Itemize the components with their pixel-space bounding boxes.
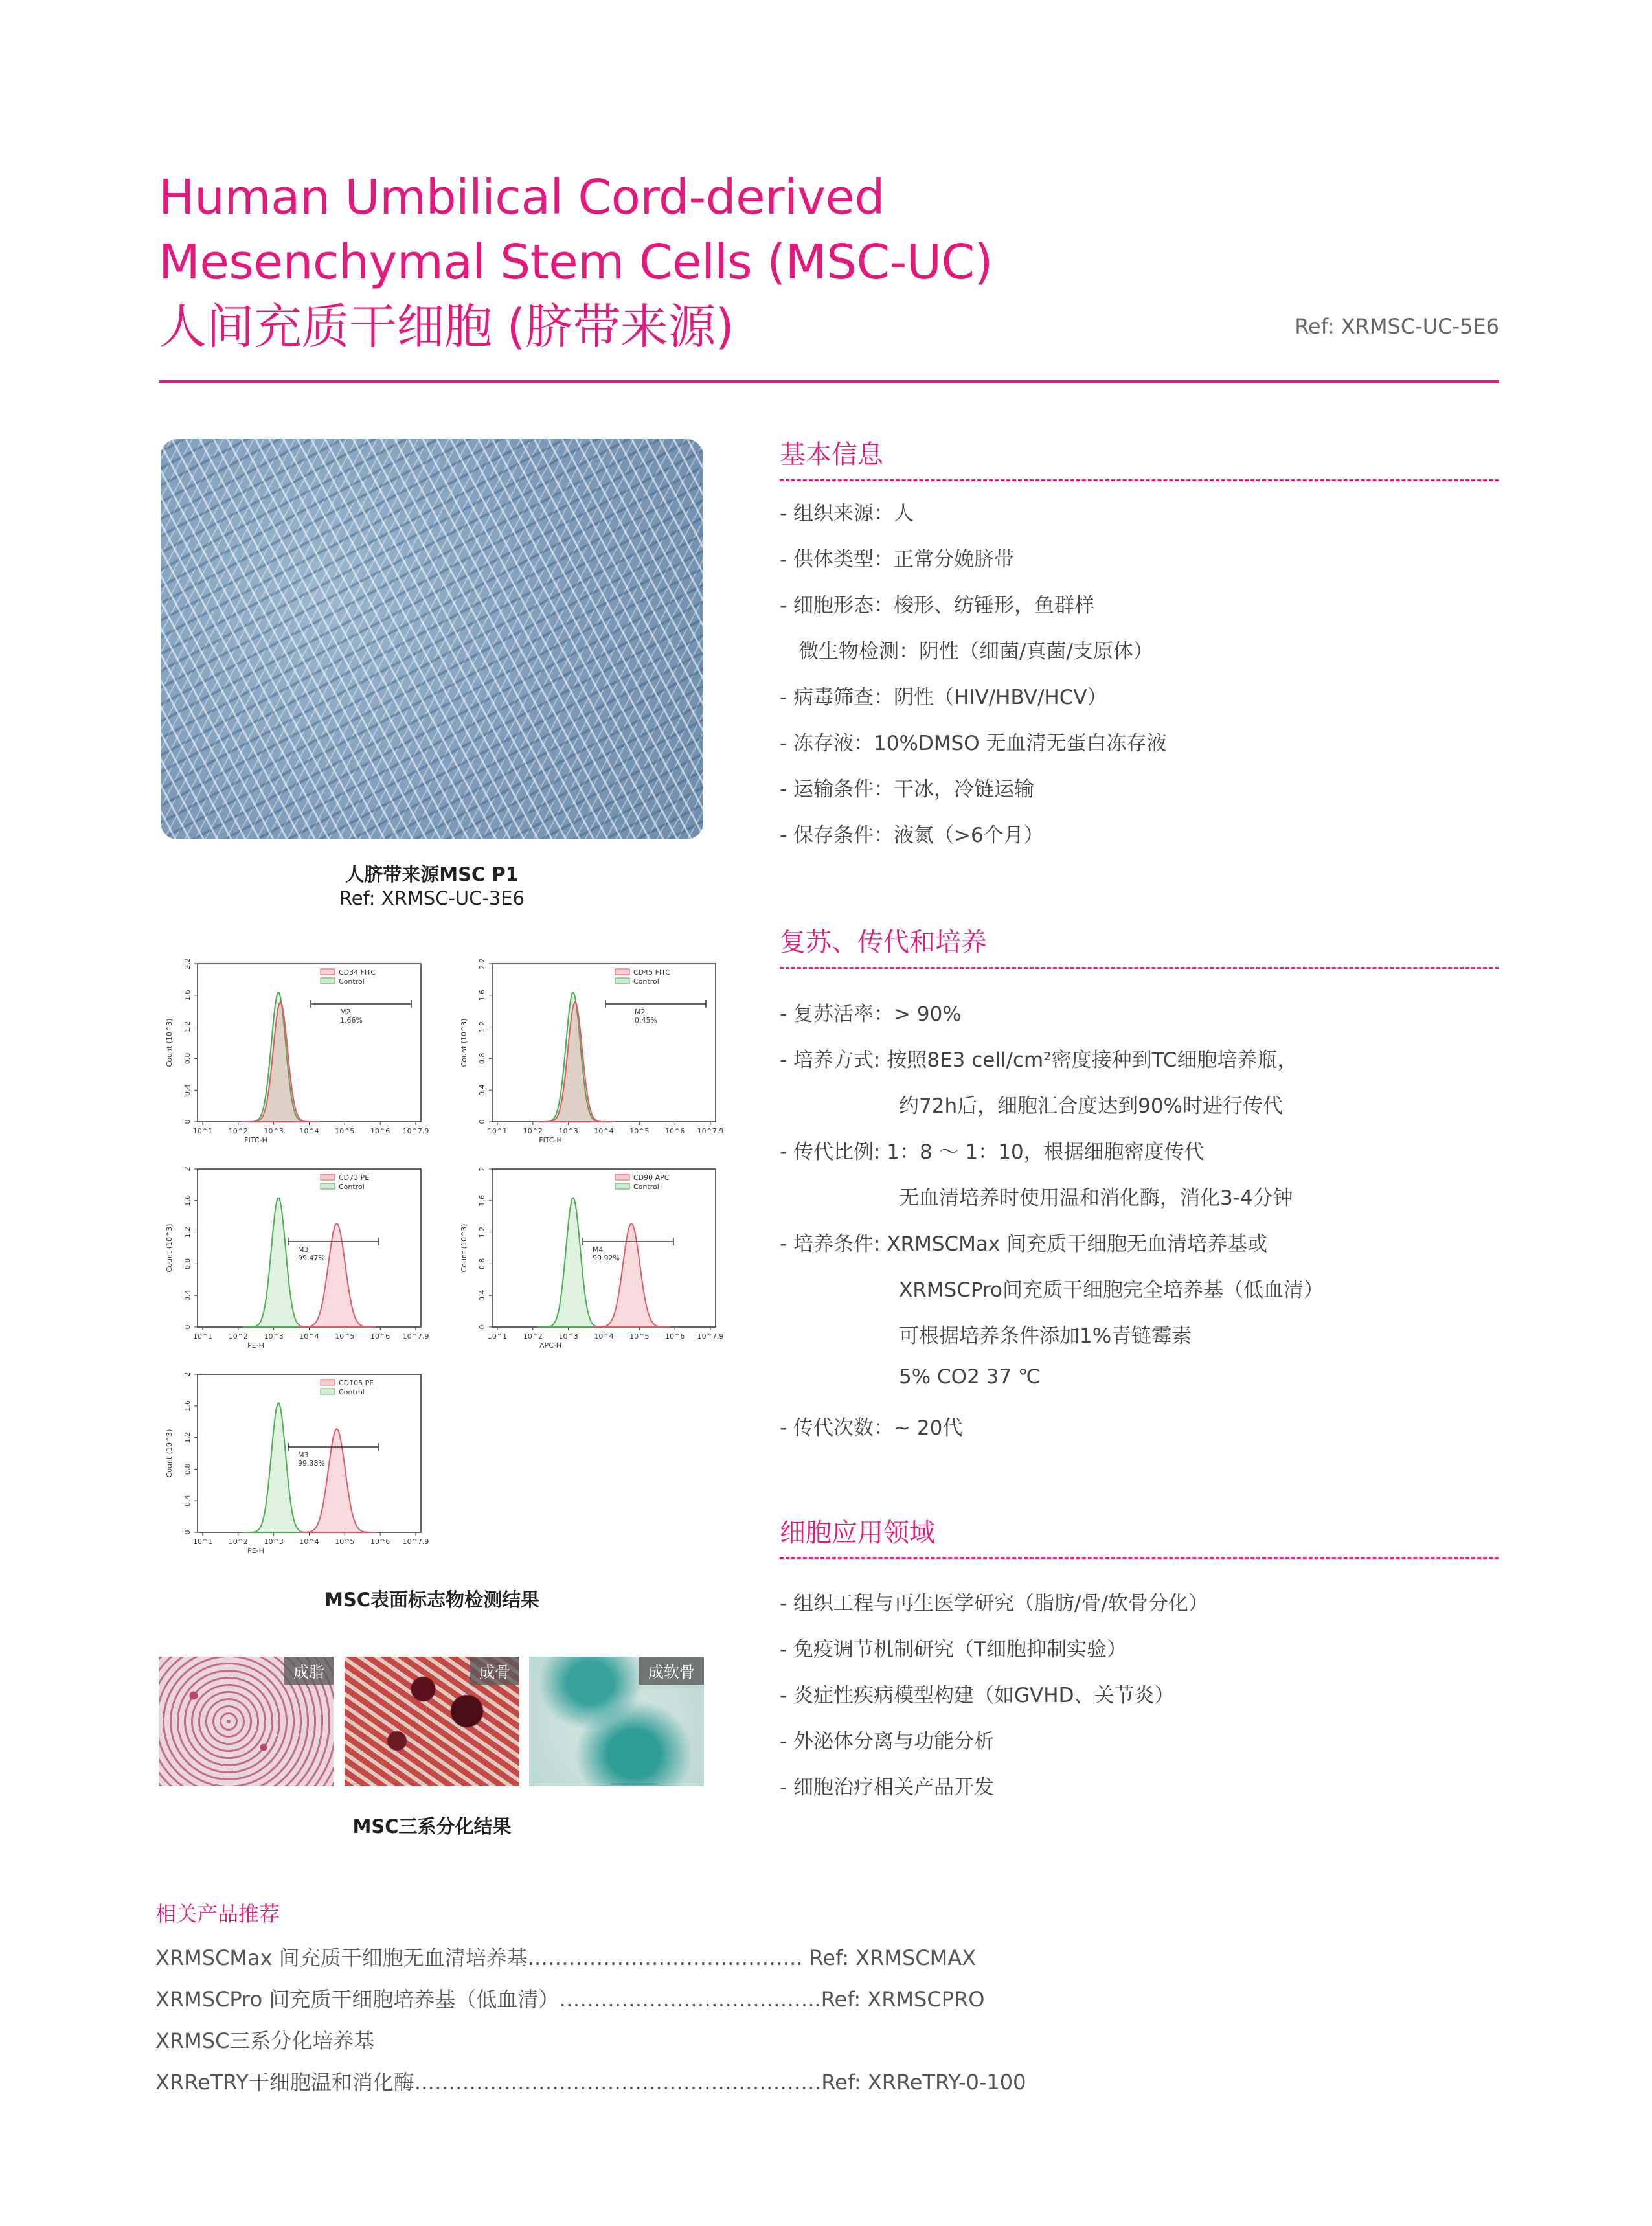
legend-control-swatch bbox=[321, 978, 335, 984]
recommend-item: XRMSCMax 间充质干细胞无血清培养基..……………………………….. Ref: XRMSCMAX bbox=[155, 1946, 977, 1970]
legend-control-label: Control bbox=[633, 977, 659, 986]
x-tick-label: 10^2 bbox=[523, 1127, 543, 1135]
x-tick-label: 10^3 bbox=[264, 1332, 284, 1341]
legend-control-swatch bbox=[321, 1183, 335, 1189]
plot-frame bbox=[198, 964, 421, 1122]
y-axis-label: Count (10^3) bbox=[460, 1018, 468, 1067]
gate-percent: 1.66% bbox=[340, 1016, 363, 1025]
y-axis-label: Count (10^3) bbox=[460, 1223, 468, 1273]
gate-label: M2 bbox=[635, 1008, 646, 1016]
x-tick-label: 10^1 bbox=[487, 1127, 508, 1135]
page-title bbox=[159, 165, 993, 359]
title-english-line-1: Human Umbilical Cord-derived bbox=[159, 170, 885, 225]
culture-line: - 传代次数：~ 20代 bbox=[780, 1416, 963, 1440]
legend-control-swatch bbox=[615, 1183, 629, 1189]
y-axis-label: Count (10^3) bbox=[165, 1429, 174, 1478]
x-tick-label: 10^2 bbox=[228, 1538, 248, 1546]
legend-control-label: Control bbox=[633, 1183, 659, 1191]
y-tick-label: 2 bbox=[183, 1372, 192, 1377]
y-tick-label: 0.8 bbox=[478, 1052, 486, 1065]
x-tick-label: 10^2 bbox=[228, 1332, 248, 1341]
legend-marker-label: CD105 PE bbox=[339, 1379, 374, 1387]
legend-marker-swatch bbox=[615, 969, 629, 975]
x-tick-label: 10^7.9 bbox=[697, 1127, 724, 1135]
basic-item: - 病毒筛查：阴性（HIV/HBV/HCV） bbox=[780, 686, 1107, 709]
culture-line: - 培养方式: 按照8E3 cell/cm²密度接种到TC细胞培养瓶， bbox=[780, 1049, 1298, 1072]
recommend-item: XRMSCPro 间充质干细胞培养基（低血清）………………………………..Ref: XRMSCPRO bbox=[155, 1987, 985, 2012]
gate-label: M4 bbox=[593, 1245, 604, 1254]
basic-item: - 保存条件：液氮（>6个月） bbox=[780, 824, 1044, 847]
applications-title: 细胞应用领域 bbox=[780, 1518, 935, 1548]
legend-marker-label: CD45 FITC bbox=[633, 968, 670, 977]
y-tick-label: 0 bbox=[183, 1324, 192, 1330]
x-axis-label: FITC-H bbox=[539, 1136, 562, 1144]
application-item: - 细胞治疗相关产品开发 bbox=[780, 1776, 995, 1799]
y-tick-label: 0.4 bbox=[183, 1289, 192, 1301]
marker-histogram bbox=[298, 1223, 376, 1327]
gate-percent: 99.92% bbox=[593, 1254, 620, 1262]
legend-control-label: Control bbox=[339, 1183, 365, 1191]
flow-panel-1 bbox=[453, 952, 725, 1146]
legend-marker-label: CD34 FITC bbox=[339, 968, 376, 977]
basic-item: - 运输条件：干冰，冷链运输 bbox=[780, 778, 1035, 801]
y-tick-label: 1.2 bbox=[183, 1226, 192, 1238]
y-tick-label: 0.8 bbox=[183, 1463, 192, 1475]
plot-frame bbox=[492, 1169, 716, 1327]
culture-line: 可根据培养条件添加1%青链霉素 bbox=[899, 1324, 1192, 1348]
flow-histogram bbox=[159, 1363, 431, 1557]
osteogenic-image bbox=[345, 1657, 519, 1786]
y-tick-label: 0.8 bbox=[183, 1052, 192, 1065]
flow-panel-3 bbox=[453, 1157, 725, 1352]
marker-histogram bbox=[298, 1429, 376, 1532]
applications-divider bbox=[780, 1557, 1499, 1559]
recommend-item: XRMSC三系分化培养基 bbox=[155, 2028, 375, 2053]
y-tick-label: 0.4 bbox=[183, 1084, 192, 1096]
plot-frame bbox=[198, 1169, 421, 1327]
application-item: - 外泌体分离与功能分析 bbox=[780, 1730, 995, 1753]
legend-control-label: Control bbox=[339, 977, 365, 986]
gate-percent: 99.47% bbox=[298, 1254, 325, 1262]
culture-line: - 传代比例: 1：8 ～ 1：10，根据细胞密度传代 bbox=[780, 1141, 1205, 1164]
y-tick-label: 1.2 bbox=[183, 1431, 192, 1444]
cell-micrograph bbox=[161, 439, 703, 839]
x-tick-label: 10^6 bbox=[665, 1332, 685, 1341]
application-item: - 免疫调节机制研究（T细胞抑制实验） bbox=[780, 1638, 1127, 1661]
culture-line: 约72h后，细胞汇合度达到90%时进行传代 bbox=[899, 1095, 1283, 1118]
x-tick-label: 10^1 bbox=[192, 1538, 213, 1546]
y-tick-label: 1.2 bbox=[478, 1226, 486, 1238]
x-tick-label: 10^7.9 bbox=[402, 1127, 429, 1135]
y-tick-label: 1.6 bbox=[478, 990, 486, 1001]
legend-marker-label: CD90 APC bbox=[633, 1174, 670, 1182]
culture-line: - 复苏活率：> 90% bbox=[780, 1003, 962, 1026]
plot-frame bbox=[492, 964, 716, 1122]
y-tick-label: 0.4 bbox=[478, 1289, 486, 1301]
flow-caption: MSC表面标志物检测结果 bbox=[324, 1589, 540, 1611]
x-tick-label: 10^6 bbox=[370, 1538, 390, 1546]
y-axis-label: Count (10^3) bbox=[165, 1223, 174, 1273]
legend-control-swatch bbox=[321, 1389, 335, 1394]
header-divider bbox=[159, 380, 1499, 383]
x-tick-label: 10^4 bbox=[299, 1538, 319, 1546]
recommend-item: XRReTRY干细胞温和消化酶..…………………………………………………Ref: XRReTRY-0-100 bbox=[155, 2070, 1026, 2095]
x-axis-label: PE-H bbox=[247, 1547, 264, 1555]
recommend-title: 相关产品推荐 bbox=[155, 1902, 280, 1926]
x-tick-label: 10^4 bbox=[594, 1127, 614, 1135]
adipogenic-tag: 成脂 bbox=[284, 1657, 334, 1685]
plot-frame bbox=[198, 1374, 421, 1532]
flow-panel-2 bbox=[159, 1157, 431, 1352]
y-tick-label: 1.2 bbox=[478, 1021, 486, 1033]
y-axis-label: Count (10^3) bbox=[165, 1018, 174, 1067]
gate-percent: 0.45% bbox=[635, 1016, 657, 1025]
y-tick-label: 2 bbox=[183, 1166, 192, 1172]
x-tick-label: 10^7.9 bbox=[697, 1332, 724, 1341]
x-tick-label: 10^1 bbox=[192, 1127, 213, 1135]
x-tick-label: 10^4 bbox=[299, 1127, 319, 1135]
y-tick-label: 0 bbox=[478, 1324, 486, 1330]
x-tick-label: 10^5 bbox=[335, 1332, 355, 1341]
culture-line: XRMSCPro间充质干细胞完全培养基（低血清） bbox=[899, 1278, 1324, 1302]
gate-label: M2 bbox=[340, 1008, 351, 1016]
y-tick-label: 1.6 bbox=[183, 1195, 192, 1207]
adipogenic-image bbox=[159, 1657, 334, 1786]
gate-percent: 99.38% bbox=[298, 1459, 325, 1468]
culture-line: 无血清培养时使用温和消化酶，消化3-4分钟 bbox=[899, 1187, 1293, 1210]
legend-marker-label: CD73 PE bbox=[339, 1174, 370, 1182]
x-tick-label: 10^5 bbox=[629, 1127, 650, 1135]
title-chinese: 人间充质干细胞 (脐带来源) bbox=[159, 299, 734, 355]
x-tick-label: 10^5 bbox=[335, 1127, 355, 1135]
legend-marker-swatch bbox=[321, 1380, 335, 1385]
x-tick-label: 10^5 bbox=[629, 1332, 650, 1341]
culture-divider bbox=[780, 967, 1499, 969]
x-tick-label: 10^3 bbox=[264, 1127, 284, 1135]
x-tick-label: 10^3 bbox=[264, 1538, 284, 1546]
control-histogram bbox=[537, 1198, 615, 1327]
legend-marker-swatch bbox=[615, 1174, 629, 1180]
y-tick-label: 0 bbox=[183, 1119, 192, 1124]
flow-panel-4 bbox=[159, 1363, 431, 1557]
flow-histogram bbox=[453, 952, 725, 1146]
flow-histogram bbox=[159, 1157, 431, 1352]
x-axis-label: FITC-H bbox=[244, 1136, 267, 1144]
control-histogram bbox=[243, 1403, 321, 1532]
x-tick-label: 10^6 bbox=[370, 1332, 390, 1341]
x-tick-label: 10^7.9 bbox=[402, 1332, 429, 1341]
control-histogram bbox=[243, 1198, 321, 1327]
culture-line: - 培养条件: XRMSCMax 间充质干细胞无血清培养基或 bbox=[780, 1232, 1268, 1256]
y-tick-label: 1.6 bbox=[183, 990, 192, 1001]
flow-histogram bbox=[453, 1157, 725, 1352]
y-tick-label: 2.2 bbox=[183, 958, 192, 970]
x-axis-label: APC-H bbox=[539, 1341, 562, 1350]
y-tick-label: 0.8 bbox=[183, 1258, 192, 1270]
y-tick-label: 0.4 bbox=[478, 1084, 486, 1096]
chondrogenic-image bbox=[529, 1657, 704, 1786]
gate-label: M3 bbox=[298, 1451, 309, 1459]
y-tick-label: 0.8 bbox=[478, 1258, 486, 1270]
y-tick-label: 2.2 bbox=[478, 958, 486, 970]
x-axis-label: PE-H bbox=[247, 1341, 264, 1350]
micrograph-caption: 人脐带来源MSC P1 bbox=[345, 863, 519, 885]
x-tick-label: 10^5 bbox=[335, 1538, 355, 1546]
basic-item: 微生物检测：阴性（细菌/真菌/支原体） bbox=[798, 640, 1153, 663]
y-tick-label: 0.4 bbox=[183, 1495, 192, 1506]
basic-item: - 冻存液：10%DMSO 无血清无蛋白冻存液 bbox=[780, 732, 1167, 755]
application-item: - 炎症性疾病模型构建（如GVHD、关节炎） bbox=[780, 1684, 1175, 1707]
basic-info-title: 基本信息 bbox=[780, 440, 883, 470]
marker-histogram bbox=[536, 1002, 614, 1122]
y-tick-label: 2 bbox=[478, 1166, 486, 1172]
diff-caption: MSC三系分化结果 bbox=[352, 1815, 512, 1837]
chondrogenic-tag: 成软骨 bbox=[639, 1657, 704, 1685]
x-tick-label: 10^1 bbox=[192, 1332, 213, 1341]
flow-panel-0 bbox=[159, 952, 431, 1146]
product-ref: Ref: XRMSC-UC-5E6 bbox=[1295, 314, 1499, 339]
x-tick-label: 10^6 bbox=[370, 1127, 390, 1135]
application-item: - 组织工程与再生医学研究（脂肪/骨/软骨分化） bbox=[780, 1592, 1208, 1615]
y-tick-label: 0 bbox=[183, 1530, 192, 1535]
y-tick-label: 1.2 bbox=[183, 1021, 192, 1033]
x-tick-label: 10^4 bbox=[594, 1332, 614, 1341]
basic-info-divider bbox=[780, 479, 1499, 481]
title-english-line-2: Mesenchymal Stem Cells (MSC-UC) bbox=[159, 234, 993, 290]
x-tick-label: 10^3 bbox=[558, 1127, 578, 1135]
basic-item: - 组织来源：人 bbox=[780, 502, 914, 525]
legend-control-swatch bbox=[615, 978, 629, 984]
x-tick-label: 10^7.9 bbox=[402, 1538, 429, 1546]
x-tick-label: 10^4 bbox=[299, 1332, 319, 1341]
x-tick-label: 10^6 bbox=[665, 1127, 685, 1135]
x-tick-label: 10^2 bbox=[523, 1332, 543, 1341]
flow-histogram bbox=[159, 952, 431, 1146]
legend-marker-swatch bbox=[321, 1174, 335, 1180]
y-tick-label: 0 bbox=[478, 1119, 486, 1124]
marker-histogram bbox=[242, 1002, 319, 1122]
legend-marker-swatch bbox=[321, 969, 335, 975]
osteogenic-tag: 成骨 bbox=[470, 1657, 519, 1685]
marker-histogram bbox=[593, 1223, 670, 1327]
basic-item: - 供体类型：正常分娩脐带 bbox=[780, 548, 1015, 571]
basic-item: - 细胞形态：梭形、纺锤形，鱼群样 bbox=[780, 594, 1095, 617]
legend-control-label: Control bbox=[339, 1388, 365, 1396]
x-tick-label: 10^1 bbox=[487, 1332, 508, 1341]
micrograph-ref: Ref: XRMSC-UC-3E6 bbox=[339, 887, 525, 909]
x-tick-label: 10^2 bbox=[228, 1127, 248, 1135]
y-tick-label: 1.6 bbox=[183, 1400, 192, 1412]
gate-label: M3 bbox=[298, 1245, 309, 1254]
culture-line: 5% CO2 37 ℃ bbox=[899, 1365, 1041, 1389]
x-tick-label: 10^3 bbox=[558, 1332, 578, 1341]
culture-title: 复苏、传代和培养 bbox=[780, 927, 987, 957]
y-tick-label: 1.6 bbox=[478, 1195, 486, 1207]
